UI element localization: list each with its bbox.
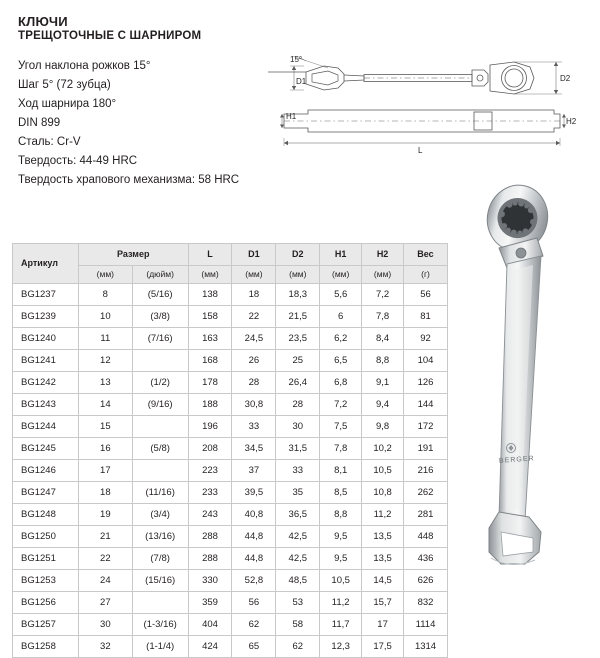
cell-h2: 7,2 [362, 284, 404, 306]
cell-h2: 13,5 [362, 548, 404, 570]
table-row [13, 614, 448, 636]
cell-h2: 13,5 [362, 526, 404, 548]
cell-weight: 1314 [404, 636, 448, 658]
cell-d1: 65 [232, 636, 276, 658]
cell-d1: 52,8 [232, 570, 276, 592]
table-row [13, 482, 448, 504]
cell-article: BG1258 [13, 636, 79, 658]
cell-size-mm: 22 [78, 548, 132, 570]
cell-h1: 5,6 [320, 284, 362, 306]
table-row [13, 570, 448, 592]
table-row [13, 636, 448, 658]
table-row [13, 416, 448, 438]
cell-size-in: (1-3/16) [132, 614, 188, 636]
cell-h2: 17,5 [362, 636, 404, 658]
label-h2: H2 [566, 117, 577, 126]
cell-size-in: (15/16) [132, 570, 188, 592]
brand-label: BERGER [498, 455, 535, 465]
cell-h1: 11,2 [320, 592, 362, 614]
cell-l: 359 [188, 592, 232, 614]
cell-h1: 9,5 [320, 526, 362, 548]
label-d2: D2 [560, 74, 571, 83]
cell-size-in [132, 460, 188, 482]
cell-article: BG1251 [13, 548, 79, 570]
cell-d1: 62 [232, 614, 276, 636]
cell-size-in [132, 416, 188, 438]
cell-size-mm: 19 [78, 504, 132, 526]
unit-h2: (мм) [362, 266, 404, 284]
cell-h1: 6,2 [320, 328, 362, 350]
cell-article: BG1244 [13, 416, 79, 438]
cell-d2: 30 [276, 416, 320, 438]
unit-weight: (г) [404, 266, 448, 284]
cell-d2: 33 [276, 460, 320, 482]
cell-l: 158 [188, 306, 232, 328]
cell-article: BG1253 [13, 570, 79, 592]
table-row [13, 460, 448, 482]
cell-h1: 7,8 [320, 438, 362, 460]
table-row [13, 394, 448, 416]
cell-l: 188 [188, 394, 232, 416]
cell-article: BG1240 [13, 328, 79, 350]
cell-size-mm: 27 [78, 592, 132, 614]
page-title [18, 14, 588, 44]
cell-h1: 10,5 [320, 570, 362, 592]
title-line-1: КЛЮЧИ [18, 14, 68, 29]
cell-l: 288 [188, 526, 232, 548]
cell-size-mm: 14 [78, 394, 132, 416]
cell-l: 330 [188, 570, 232, 592]
cell-l: 233 [188, 482, 232, 504]
cell-d1: 24,5 [232, 328, 276, 350]
cell-d1: 34,5 [232, 438, 276, 460]
header-l: L [188, 244, 232, 266]
cell-size-in [132, 350, 188, 372]
cell-weight: 56 [404, 284, 448, 306]
cell-d2: 36,5 [276, 504, 320, 526]
specification-table [12, 243, 448, 658]
cell-weight: 104 [404, 350, 448, 372]
cell-size-in [132, 592, 188, 614]
cell-l: 288 [188, 548, 232, 570]
cell-d1: 44,8 [232, 548, 276, 570]
cell-size-mm: 15 [78, 416, 132, 438]
cell-h2: 11,2 [362, 504, 404, 526]
cell-h2: 10,2 [362, 438, 404, 460]
cell-article: BG1241 [13, 350, 79, 372]
cell-size-mm: 10 [78, 306, 132, 328]
cell-d2: 58 [276, 614, 320, 636]
cell-weight: 172 [404, 416, 448, 438]
cell-h2: 17 [362, 614, 404, 636]
cell-h2: 9,1 [362, 372, 404, 394]
table-row [13, 306, 448, 328]
cell-weight: 1114 [404, 614, 448, 636]
cell-l: 424 [188, 636, 232, 658]
cell-article: BG1242 [13, 372, 79, 394]
product-photo [455, 160, 590, 590]
spec-item: Ход шарнира 180° [18, 98, 117, 110]
cell-size-in: (3/4) [132, 504, 188, 526]
cell-d2: 31,5 [276, 438, 320, 460]
cell-article: BG1237 [13, 284, 79, 306]
unit-size-mm: (мм) [78, 266, 132, 284]
cell-h1: 11,7 [320, 614, 362, 636]
header-d2: D2 [276, 244, 320, 266]
cell-weight: 144 [404, 394, 448, 416]
cell-h2: 9,8 [362, 416, 404, 438]
cell-h1: 12,3 [320, 636, 362, 658]
table-row [13, 438, 448, 460]
cell-d1: 30,8 [232, 394, 276, 416]
cell-article: BG1248 [13, 504, 79, 526]
cell-article: BG1256 [13, 592, 79, 614]
cell-d1: 18 [232, 284, 276, 306]
cell-l: 138 [188, 284, 232, 306]
cell-d2: 26,4 [276, 372, 320, 394]
cell-h2: 9,4 [362, 394, 404, 416]
cell-size-mm: 8 [78, 284, 132, 306]
cell-weight: 448 [404, 526, 448, 548]
cell-d2: 25 [276, 350, 320, 372]
cell-d1: 28 [232, 372, 276, 394]
cell-size-in: (13/16) [132, 526, 188, 548]
title-line-2: ТРЕЩОТОЧНЫЕ С ШАРНИРОМ [18, 30, 202, 42]
cell-size-mm: 32 [78, 636, 132, 658]
cell-h2: 15,7 [362, 592, 404, 614]
label-d1: D1 [296, 77, 307, 86]
specification-table-container [12, 243, 448, 658]
cell-d2: 35 [276, 482, 320, 504]
cell-size-mm: 13 [78, 372, 132, 394]
cell-article: BG1245 [13, 438, 79, 460]
cell-h1: 9,5 [320, 548, 362, 570]
unit-d2: (мм) [276, 266, 320, 284]
cell-h1: 7,2 [320, 394, 362, 416]
spec-item: Угол наклона рожков 15° [18, 60, 151, 72]
cell-h2: 8,8 [362, 350, 404, 372]
cell-h1: 7,5 [320, 416, 362, 438]
cell-size-in: (5/16) [132, 284, 188, 306]
cell-d2: 21,5 [276, 306, 320, 328]
cell-size-mm: 30 [78, 614, 132, 636]
spec-item: Сталь: Cr-V [18, 136, 81, 148]
header-size: Размер [78, 244, 188, 266]
cell-article: BG1257 [13, 614, 79, 636]
cell-article: BG1239 [13, 306, 79, 328]
cell-size-in: (3/8) [132, 306, 188, 328]
header-weight: Вес [404, 244, 448, 266]
cell-size-mm: 21 [78, 526, 132, 548]
cell-size-mm: 17 [78, 460, 132, 482]
cell-d2: 48,5 [276, 570, 320, 592]
header-h1: H1 [320, 244, 362, 266]
cell-weight: 92 [404, 328, 448, 350]
cell-h1: 8,1 [320, 460, 362, 482]
table-row [13, 548, 448, 570]
table-row [13, 350, 448, 372]
cell-l: 178 [188, 372, 232, 394]
label-angle-15: 15° [290, 55, 303, 64]
cell-weight: 832 [404, 592, 448, 614]
cell-l: 208 [188, 438, 232, 460]
header-d1: D1 [232, 244, 276, 266]
cell-d2: 53 [276, 592, 320, 614]
table-units-row [13, 266, 448, 284]
cell-size-in: (9/16) [132, 394, 188, 416]
cell-size-in: (7/16) [132, 328, 188, 350]
cell-size-in: (7/8) [132, 548, 188, 570]
cell-size-mm: 24 [78, 570, 132, 592]
table-header [13, 244, 448, 284]
cell-d1: 40,8 [232, 504, 276, 526]
header-h2: H2 [362, 244, 404, 266]
cell-size-in: (1/2) [132, 372, 188, 394]
cell-d2: 23,5 [276, 328, 320, 350]
cell-d2: 42,5 [276, 526, 320, 548]
cell-d1: 22 [232, 306, 276, 328]
table-body [13, 284, 448, 658]
cell-h1: 8,5 [320, 482, 362, 504]
header-article: Артикул [13, 244, 79, 284]
cell-weight: 436 [404, 548, 448, 570]
cell-h1: 8,8 [320, 504, 362, 526]
cell-size-mm: 11 [78, 328, 132, 350]
unit-d1: (мм) [232, 266, 276, 284]
cell-h2: 8,4 [362, 328, 404, 350]
cell-d1: 56 [232, 592, 276, 614]
cell-d2: 62 [276, 636, 320, 658]
table-row [13, 526, 448, 548]
spec-item: Твердость храпового механизма: 58 HRC [18, 174, 240, 186]
spec-item: Твердость: 44-49 HRC [18, 155, 138, 167]
table-row [13, 504, 448, 526]
cell-size-mm: 12 [78, 350, 132, 372]
cell-l: 168 [188, 350, 232, 372]
cell-weight: 281 [404, 504, 448, 526]
cell-size-mm: 18 [78, 482, 132, 504]
cell-article: BG1246 [13, 460, 79, 482]
cell-article: BG1250 [13, 526, 79, 548]
cell-d1: 39,5 [232, 482, 276, 504]
cell-weight: 626 [404, 570, 448, 592]
unit-size-in: (дюйм) [132, 266, 188, 284]
cell-d2: 18,3 [276, 284, 320, 306]
cell-size-in: (1-1/4) [132, 636, 188, 658]
unit-h1: (мм) [320, 266, 362, 284]
table-row [13, 284, 448, 306]
cell-article: BG1243 [13, 394, 79, 416]
cell-h2: 10,5 [362, 460, 404, 482]
unit-l: (мм) [188, 266, 232, 284]
cell-weight: 216 [404, 460, 448, 482]
cell-size-mm: 16 [78, 438, 132, 460]
spec-item: Шаг 5° (72 зубца) [18, 79, 111, 91]
cell-weight: 81 [404, 306, 448, 328]
cell-d1: 26 [232, 350, 276, 372]
cell-h2: 10,8 [362, 482, 404, 504]
table-header-row [13, 244, 448, 266]
cell-d2: 28 [276, 394, 320, 416]
cell-weight: 191 [404, 438, 448, 460]
cell-weight: 126 [404, 372, 448, 394]
cell-l: 196 [188, 416, 232, 438]
spec-item: DIN 899 [18, 117, 61, 129]
table-row [13, 372, 448, 394]
cell-weight: 262 [404, 482, 448, 504]
label-h1: H1 [286, 112, 297, 121]
cell-l: 243 [188, 504, 232, 526]
cell-h2: 7,8 [362, 306, 404, 328]
cell-h2: 14,5 [362, 570, 404, 592]
cell-l: 223 [188, 460, 232, 482]
cell-h1: 6,8 [320, 372, 362, 394]
technical-drawing [268, 48, 578, 158]
cell-size-in: (5/8) [132, 438, 188, 460]
cell-l: 163 [188, 328, 232, 350]
cell-d1: 44,8 [232, 526, 276, 548]
cell-d1: 33 [232, 416, 276, 438]
cell-h1: 6,5 [320, 350, 362, 372]
cell-d2: 42,5 [276, 548, 320, 570]
cell-d1: 37 [232, 460, 276, 482]
cell-l: 404 [188, 614, 232, 636]
label-l: L [418, 146, 423, 155]
table-row [13, 328, 448, 350]
cell-h1: 6 [320, 306, 362, 328]
table-row [13, 592, 448, 614]
cell-size-in: (11/16) [132, 482, 188, 504]
cell-article: BG1247 [13, 482, 79, 504]
